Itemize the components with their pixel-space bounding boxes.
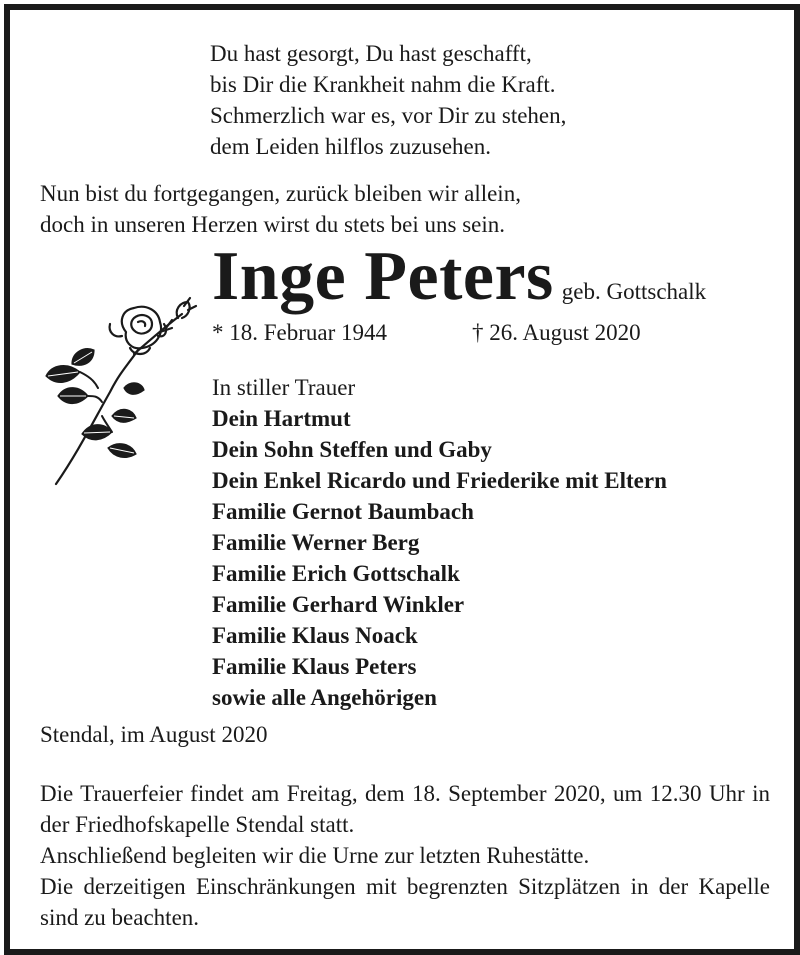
mourner-name: Dein Hartmut xyxy=(212,406,351,431)
mourner-name: sowie alle Angehörigen xyxy=(212,685,437,710)
mourner-name: Familie Klaus Noack xyxy=(212,623,418,648)
notice-paragraph: Die derzeitigen Einschränkungen mit begrenzten Sitzplätzen in der Kapelle sind zu beachten. xyxy=(40,874,770,930)
deceased-name-row xyxy=(212,238,707,315)
birth-date: * 18. Februar 1944 xyxy=(212,320,388,345)
poem-line: dem Leiden hilflos zuzusehen. xyxy=(210,134,492,159)
mourner-name: Dein Enkel Ricardo und Friederike mit Eltern xyxy=(212,468,667,493)
death-date: † 26. August 2020 xyxy=(472,320,641,345)
notice-paragraph: Die Trauerfeier findet am Freitag, dem 18. September 2020, um 12.30 Uhr in der Friedhofskapelle Stendal statt. xyxy=(40,781,770,837)
notice-paragraph: Anschließend begleiten wir die Urne zur letzten Ruhestätte. xyxy=(40,843,590,868)
poem-line: Schmerzlich war es, vor Dir zu stehen, xyxy=(210,103,567,128)
couplet-line: Nun bist du fortgegangen, zurück bleiben wir allein, xyxy=(40,181,521,206)
mourner-name: Familie Erich Gottschalk xyxy=(212,561,460,586)
couplet-line: doch in unseren Herzen wirst du stets bei uns sein. xyxy=(40,212,506,237)
life-dates xyxy=(212,320,641,346)
poem xyxy=(210,38,566,162)
mourner-name: Familie Klaus Peters xyxy=(212,654,417,679)
mourner-name: Familie Gernot Baumbach xyxy=(212,499,474,524)
mourner-name: Dein Sohn Steffen und Gaby xyxy=(212,437,492,462)
place-date: Stendal, im August 2020 xyxy=(40,722,268,747)
mourner-name: Familie Gerhard Winkler xyxy=(212,592,465,617)
mourners-list xyxy=(212,372,667,713)
couplet xyxy=(40,178,521,240)
mourners-intro: In stiller Trauer xyxy=(212,375,356,400)
maiden-name: geb. Gottschalk xyxy=(561,279,707,304)
obituary-notice xyxy=(4,4,800,955)
poem-line: bis Dir die Krankheit nahm die Kraft. xyxy=(210,72,556,97)
funeral-notice xyxy=(40,778,770,933)
deceased-name: Inge Peters xyxy=(212,238,554,315)
mourner-name: Familie Werner Berg xyxy=(212,530,420,555)
rose-icon xyxy=(38,292,198,492)
poem-line: Du hast gesorgt, Du hast geschafft, xyxy=(210,41,532,66)
